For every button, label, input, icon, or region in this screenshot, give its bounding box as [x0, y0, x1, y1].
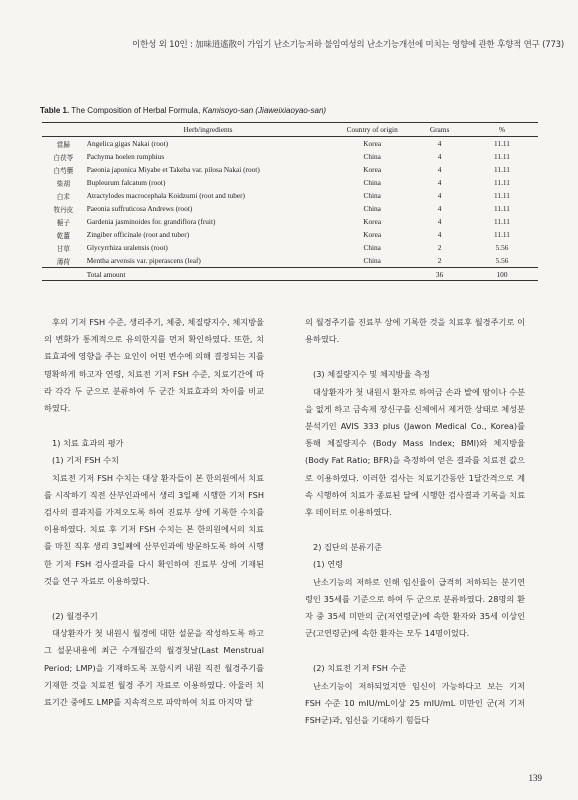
section-heading: (1) 연령: [313, 559, 344, 570]
herb-grams: 2: [437, 243, 442, 252]
herb-hanja: 薄荷: [56, 257, 70, 266]
herb-origin: China: [363, 178, 381, 187]
herb-hanja: 乾薑: [56, 231, 70, 240]
table-row: [42, 228, 538, 241]
herb-percent: 11.11: [494, 191, 510, 200]
herb-hanja: 甘草: [56, 244, 70, 253]
herb-origin: China: [363, 243, 381, 252]
body-paragraph: 난소기능의 저하로 인해 임신율이 급격히 저하되는 분기연령인 35세를 기준으로 하여 두 군으로 분류하였다. 28명의 환자 중 35세 미만의 군(저연령군)에 속한 환자와 35세 이상인 군(고연령군)에 속한 환자는 모두 14명이었다.: [305, 576, 525, 639]
running-header: 이한성 외 10인 : 加味逍遙散이 가임기 난소기능저하 불임여성의 난소기능개선에 미치는 영향에 관한 후향적 연구 (773): [132, 40, 564, 50]
table-row: [42, 202, 538, 215]
left-text-column: [44, 314, 264, 711]
herb-grams: 4: [437, 230, 442, 239]
herb-origin: Korea: [363, 230, 382, 239]
herb-name: Angelica gigas Nakai (root): [86, 139, 168, 148]
herb-hanja: 梔子: [56, 218, 70, 227]
herb-origin: Korea: [363, 217, 382, 226]
herb-name: Pachyma hoelen rumphius: [86, 152, 165, 161]
herbal-composition-table: [42, 122, 538, 281]
herb-hanja: 白朮: [56, 192, 70, 201]
section-heading: 2) 집단의 분류기준: [313, 542, 382, 553]
section-heading: (3) 체질량지수 및 체지방율 측정: [313, 369, 430, 380]
paragraph-gap: [305, 348, 525, 366]
herb-name: Mentha arvensis var. piperascens (leaf): [86, 256, 201, 265]
header-han: [42, 123, 85, 137]
table-total-row: [42, 268, 538, 281]
total-blank: [331, 268, 413, 281]
section-heading: 1) 치료 효과의 평가: [52, 438, 124, 449]
herb-grams: 2: [437, 256, 442, 265]
herb-grams: 4: [437, 217, 442, 226]
herb-hanja: 柴胡: [56, 179, 70, 188]
section-heading: (2) 월경주기: [52, 611, 98, 622]
total-blank: [42, 268, 85, 281]
body-paragraph: 의 월경주기를 진료부 상에 기록한 것을 치료후 월경주기로 이용하였다.: [305, 317, 525, 345]
right-text-column: [305, 314, 525, 729]
table-row: [42, 215, 538, 228]
paragraph-gap: [305, 642, 525, 660]
table-header-row: [42, 123, 538, 137]
herb-hanja: 牧丹皮: [53, 205, 74, 214]
header-origin: Country of origin: [346, 125, 398, 134]
header-grams: Grams: [429, 125, 450, 134]
herb-grams: 4: [437, 204, 442, 213]
section-heading: (2) 치료전 기저 FSH 수준: [313, 663, 407, 674]
table-caption: [40, 106, 326, 115]
herb-name: Zingiber officinale (root and tuber): [86, 230, 190, 239]
body-paragraph: 난소기능이 저하되었지만 임신이 가능하다고 보는 기저 FSH 수준 10 mIU/mL이상 25 mIU/mL 미만인 군(저 기저 FSH군)과, 임신을 기대하기 힘들다: [305, 680, 525, 726]
herb-grams: 4: [437, 178, 442, 187]
table-row: [42, 137, 538, 151]
herb-percent: 11.11: [494, 178, 510, 187]
herb-percent: 11.11: [494, 204, 510, 213]
body-paragraph: 후의 기저 FSH 수준, 생리주기, 체중, 체질량지수, 체지방율의 변화가 통계적으로 유의한지를 먼저 확인하였다. 또한, 치료효과에 영향을 주는 요인이 어떤 변수에 의해 결정되는 지를 명확하게 하고자 연령, 치료전 기저 FSH 수준, 치료기간에 따라 각각 두 군으로 분류하여 두 군간 치료효과의 차이를 비교하였다.: [44, 317, 264, 414]
table-row: [42, 176, 538, 189]
herb-percent: 11.11: [494, 230, 510, 239]
herb-origin: China: [363, 256, 381, 265]
header-percent: %: [498, 125, 506, 134]
body-paragraph: 대상환자가 첫 내원시 월경에 대한 설문을 작성하도록 하고 그 설문내용에 최근 수개월간의 월경첫날(Last Menstrual Period; LMP)을 기재하도록 포함시켜 내원 직전 월경주기를 기재한 것을 치료전 월경 주기 자료로 이용하였다. 아울러 치료기간 중에도 LMP를 지속적으로 파악하여 치료 마지막 달: [44, 628, 264, 708]
table-caption-label: Table 1.: [40, 106, 70, 115]
herb-name: Atractylodes macrocephala Koidzumi (root and tuber): [86, 191, 245, 200]
total-percent: 100: [496, 269, 508, 279]
herb-grams: 4: [437, 152, 442, 161]
header-herb: Herb/ingredients: [183, 125, 233, 134]
herb-origin: China: [363, 204, 381, 213]
page-number: 139: [528, 773, 542, 783]
body-paragraph: 치료전 기저 FSH 수치는 대상 환자들이 본 한의원에서 치료를 시작하기 직전 산부인과에서 생리 3일째 시행한 기저 FSH 검사의 결과지를 가져오도록 하여 진료부 상에 기록한 수치를 이용하였다. 치료 후 기저 FSH 수치는 본 한의원에서의 치료를 마친 직후 생리 3일째에 산부인과에 방문하도록 하여 시행한 기저 FSH 검사결과를 다시 확인하여 진료부 상에 기재된 것을 연구 자료로 이용하였다.: [44, 472, 264, 586]
table-caption-formula: Kamisoyo-san (Jiaweixiaoyao-san): [202, 106, 327, 115]
section-heading: (1) 기저 FSH 수치: [52, 455, 119, 466]
herb-name: Gardenia jasminoides for. grandiflora (fruit): [86, 217, 216, 226]
paragraph-gap: [305, 521, 525, 539]
herb-percent: 5.56: [495, 256, 509, 265]
table-row: [42, 189, 538, 202]
total-label: Total amount: [86, 269, 126, 279]
table-row: [42, 163, 538, 176]
herb-origin: China: [363, 191, 381, 200]
herb-name: Bupleurum falcatum (root): [86, 178, 166, 187]
herb-percent: 11.11: [494, 139, 510, 148]
herb-percent: 11.11: [494, 152, 510, 161]
herb-grams: 4: [437, 165, 442, 174]
herb-hanja: 白茯苓: [53, 153, 74, 162]
herb-grams: 4: [437, 139, 442, 148]
paragraph-gap: [44, 417, 264, 435]
table-row: [42, 150, 538, 163]
herb-name: Glycyrrhiza uralensis (root): [86, 243, 168, 252]
herb-origin: Korea: [363, 165, 382, 174]
herb-origin: China: [363, 152, 381, 161]
herb-percent: 11.11: [494, 217, 510, 226]
table-caption-text: The Composition of Herbal Formula,: [71, 106, 201, 115]
herb-percent: 5.56: [495, 243, 509, 252]
total-grams: 36: [435, 269, 444, 279]
herb-percent: 11.11: [494, 165, 510, 174]
herb-origin: Korea: [363, 139, 382, 148]
herb-hanja: 白芍藥: [53, 166, 74, 175]
herb-hanja: 當歸: [56, 140, 70, 149]
body-paragraph: 대상환자가 첫 내원시 환자로 하여금 손과 발에 땀이나 수분을 없게 하고 금속제 장신구를 신체에서 제거한 상태로 체성분 분석기인 AVIS 333 plus (Jawon Medical Co., Korea)를 통해 체질량지수 (Body Mass Index; BMI)와 체지방율(Body Fat Ratio; BFR)을 측정하여 얻은 결과를 치료전 값으로 이용하였다. 이러한 검사는 치료기간동안 1달간격으로 계속 시행하여 치료가 종료된 달에 시행한 검사결과 기록을 치료후 데이터로 이용하였다.: [305, 386, 525, 518]
herb-name: Paeonia japonica Miyabe et Takeba var. pilosa Nakai (root): [86, 165, 260, 174]
herb-grams: 4: [437, 191, 442, 200]
paragraph-gap: [44, 590, 264, 608]
herb-name: Paeonia suffruticosa Andrews (root): [86, 204, 193, 213]
table-row: [42, 254, 538, 268]
table-row: [42, 241, 538, 254]
